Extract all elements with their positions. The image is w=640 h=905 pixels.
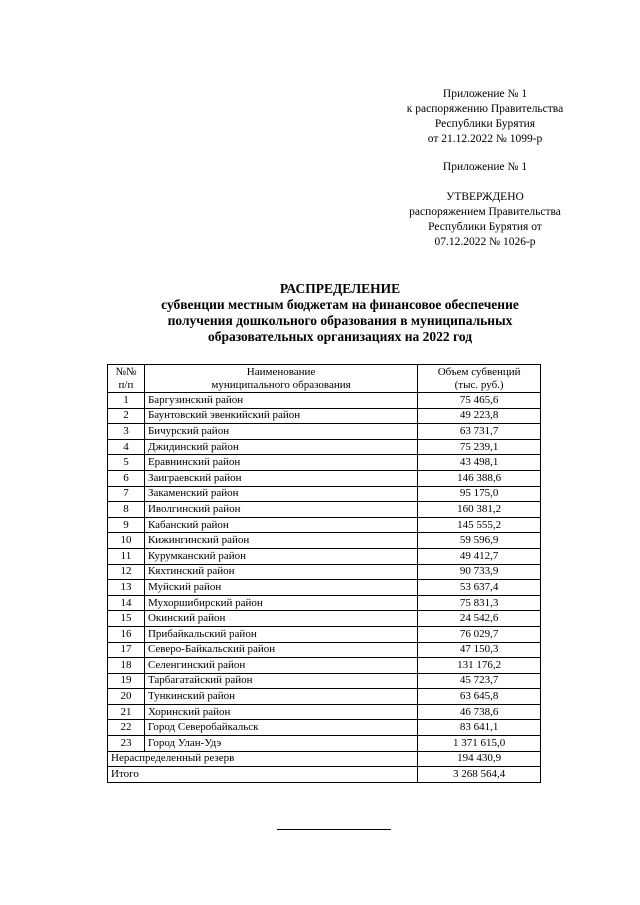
header-name-line2: муниципального образования [211,378,351,391]
row-value: 131 176,2 [418,658,541,674]
title-line: субвенции местным бюджетам на финансовое обеспечение [161,297,519,312]
row-number: 20 [108,689,145,705]
row-municipality: Джидинский район [144,439,417,455]
row-number: 2 [108,408,145,424]
row-municipality: Еравнинский район [144,455,417,471]
row-municipality: Курумканский район [144,548,417,564]
row-municipality: Окинский район [144,611,417,627]
title-line: образовательных организациях на 2022 год [207,329,473,344]
distribution-table [107,364,541,783]
row-municipality: Мухоршибирский район [144,595,417,611]
row-number: 13 [108,580,145,596]
table-row [108,626,541,642]
row-value: 43 498,1 [418,455,541,471]
total-row [108,767,541,783]
row-value: 146 388,6 [418,470,541,486]
table-row [108,517,541,533]
appendix-header [380,87,590,147]
header-name [144,365,417,393]
row-value: 49 223,8 [418,408,541,424]
row-municipality: Баргузинский район [144,393,417,409]
row-municipality: Город Улан-Удэ [144,736,417,752]
header-number-line1: №№ [115,366,137,378]
header-number-line2: п/п [118,378,134,391]
row-number: 22 [108,720,145,736]
total-row-value: 3 268 564,4 [418,767,541,783]
table-body [108,393,541,783]
header-name-line1: Наименование [246,366,316,378]
row-value: 45 723,7 [418,673,541,689]
row-municipality: Тарбагатайский район [144,673,417,689]
appendix-header-line: к распоряжению Правительства [406,103,564,115]
reserve-row-value: 194 430,9 [418,751,541,767]
row-number: 14 [108,595,145,611]
row-municipality: Кяхтинский район [144,564,417,580]
row-number: 3 [108,424,145,440]
row-number: 17 [108,642,145,658]
row-value: 63 731,7 [418,424,541,440]
title-line: получения дошкольного образования в муниципальных [167,313,513,328]
row-value: 160 381,2 [418,502,541,518]
row-value: 76 029,7 [418,626,541,642]
table-row [108,548,541,564]
row-value: 75 831,3 [418,595,541,611]
row-number: 4 [108,439,145,455]
row-value: 95 175,0 [418,486,541,502]
document-title [60,281,620,345]
row-municipality: Закаменский район [144,486,417,502]
row-municipality: Баунтовский эвенкийский район [144,408,417,424]
row-municipality: Город Северобайкальск [144,720,417,736]
row-value: 59 596,9 [418,533,541,549]
row-municipality: Кижингинский район [144,533,417,549]
row-number: 6 [108,470,145,486]
table-row [108,595,541,611]
row-value: 63 645,8 [418,689,541,705]
row-municipality: Селенгинский район [144,658,417,674]
row-number: 16 [108,626,145,642]
row-value: 24 542,6 [418,611,541,627]
table-row [108,393,541,409]
row-number: 12 [108,564,145,580]
row-value: 90 733,9 [418,564,541,580]
header-value [418,365,541,393]
table-row [108,658,541,674]
appendix-header-line: Приложение № 1 [442,88,528,100]
table-header-row [108,365,541,393]
footer-rule [277,829,391,830]
row-municipality: Бичурский район [144,424,417,440]
row-number: 1 [108,393,145,409]
total-row-label: Итого [108,767,418,783]
appendix-repeat [380,160,590,175]
row-value: 83 641,1 [418,720,541,736]
row-value: 46 738,6 [418,704,541,720]
row-number: 7 [108,486,145,502]
header-value-line2: (тыс. руб.) [454,378,504,391]
row-number: 21 [108,704,145,720]
row-value: 75 465,6 [418,393,541,409]
row-number: 9 [108,517,145,533]
table-row [108,736,541,752]
row-number: 19 [108,673,145,689]
row-value: 53 637,4 [418,580,541,596]
row-value: 145 555,2 [418,517,541,533]
row-municipality: Северо-Байкальский район [144,642,417,658]
appendix-header-line: Республики Бурятия [434,118,536,130]
row-municipality: Тункинский район [144,689,417,705]
table-row [108,439,541,455]
row-municipality: Заиграевский район [144,470,417,486]
row-number: 8 [108,502,145,518]
table-row [108,642,541,658]
approved-line: Республики Бурятия от [428,221,542,233]
row-number: 11 [108,548,145,564]
row-municipality: Кабанский район [144,517,417,533]
header-number [108,365,145,393]
table-row [108,611,541,627]
approved-block [380,190,590,250]
table-row [108,704,541,720]
row-number: 10 [108,533,145,549]
row-value: 47 150,3 [418,642,541,658]
table-row [108,408,541,424]
table-row [108,564,541,580]
row-municipality: Муйский район [144,580,417,596]
row-municipality: Хоринский район [144,704,417,720]
appendix-repeat-line: Приложение № 1 [442,161,528,173]
approved-line: УТВЕРЖДЕНО [446,191,524,203]
row-number: 23 [108,736,145,752]
reserve-row-label: Нераспределенный резерв [108,751,418,767]
row-number: 15 [108,611,145,627]
table-row [108,673,541,689]
row-value: 75 239,1 [418,439,541,455]
table-row [108,455,541,471]
table-row [108,720,541,736]
row-number: 5 [108,455,145,471]
row-municipality: Прибайкальский район [144,626,417,642]
table-row [108,533,541,549]
reserve-row [108,751,541,767]
table-row [108,486,541,502]
table-row [108,424,541,440]
appendix-header-line: от 21.12.2022 № 1099-р [427,133,543,145]
table-row [108,689,541,705]
header-value-line1: Объем субвенций [437,366,521,378]
approved-line: 07.12.2022 № 1026-р [434,236,536,248]
table-row [108,502,541,518]
row-value: 49 412,7 [418,548,541,564]
table-row [108,470,541,486]
approved-line: распоряжением Правительства [409,206,561,218]
title-heading: РАСПРЕДЕЛЕНИЕ [279,281,401,296]
table-row [108,580,541,596]
row-municipality: Иволгинский район [144,502,417,518]
row-number: 18 [108,658,145,674]
row-value: 1 371 615,0 [418,736,541,752]
